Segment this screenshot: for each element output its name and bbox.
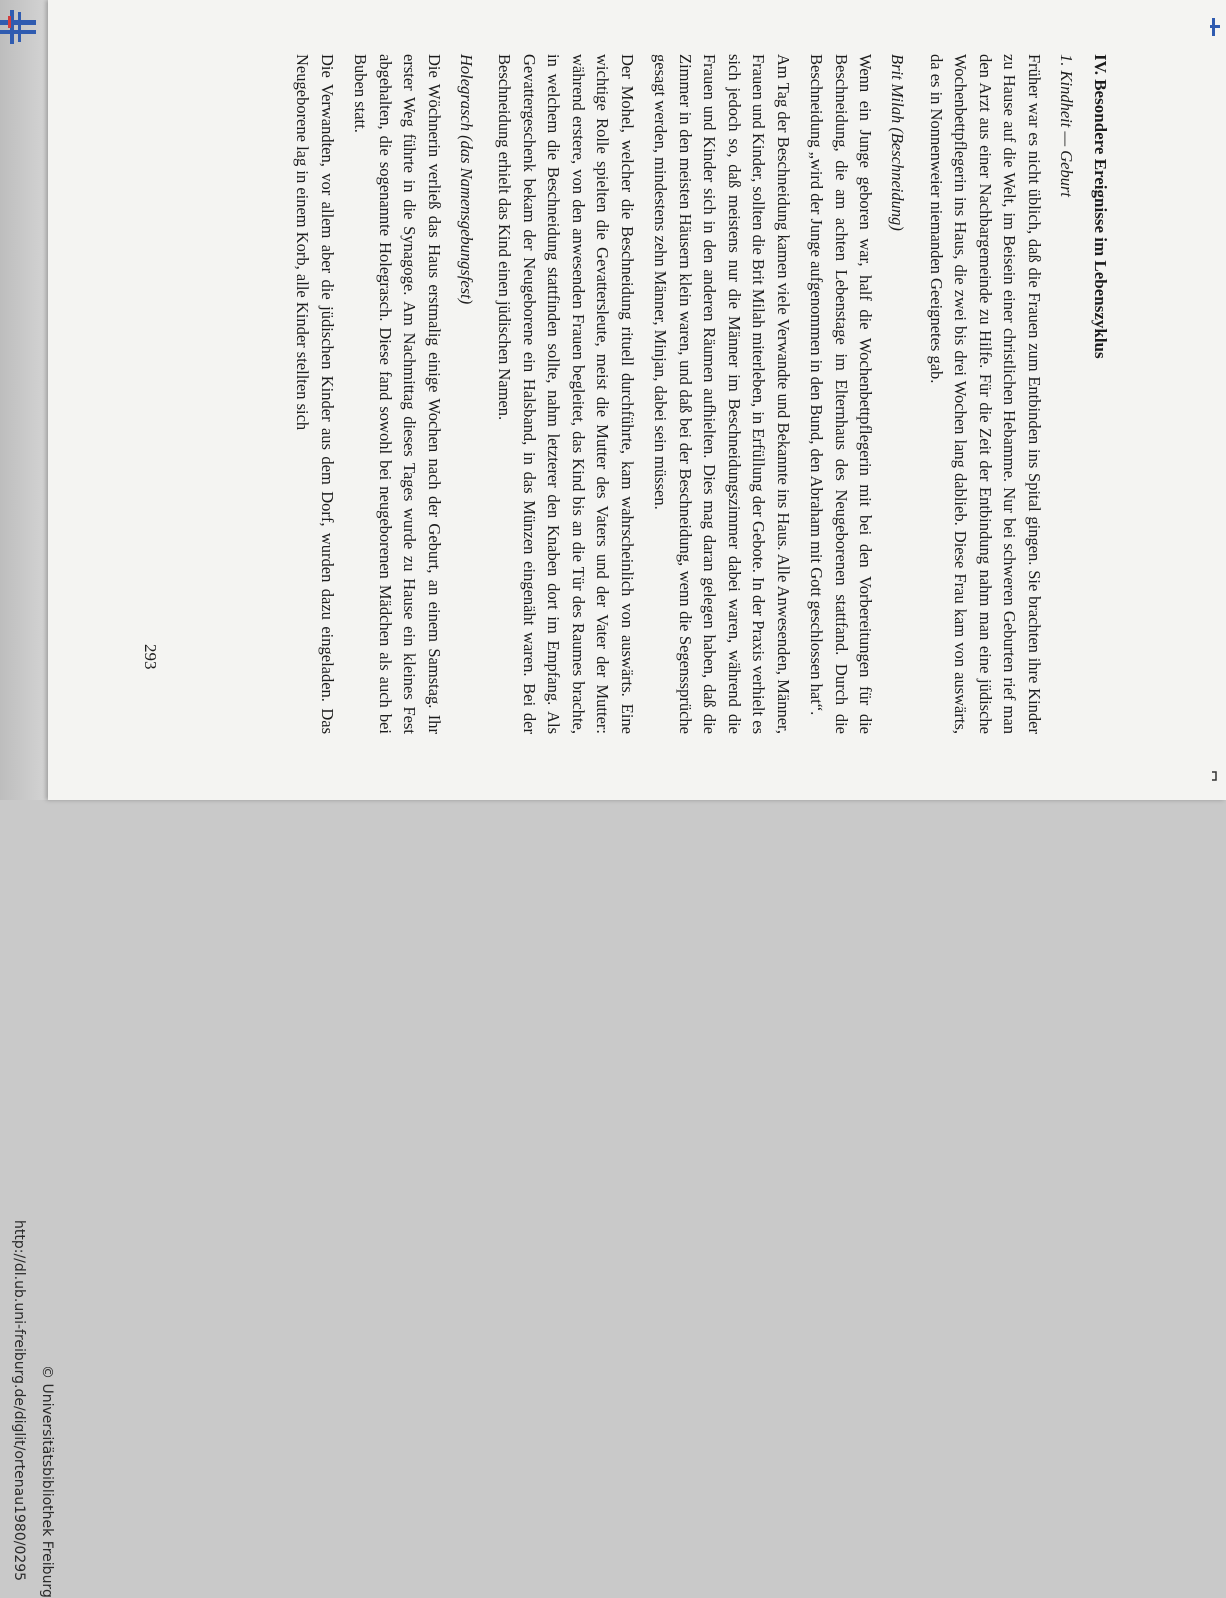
chapter-title: IV. Besondere Ereignisse im Lebenszyklus xyxy=(1091,54,1110,359)
page-content xyxy=(122,54,1112,734)
subsection-brit-milah: Brit Milah (Beschneidung) xyxy=(888,54,908,231)
viewer-side-strip xyxy=(0,0,52,800)
paragraph-relatives: Die Verwandten, vor allem aber die jüdischen Kinder aus dem Dorf, wurden dazu eingeladen. Das Neugeborene lag in einem Korb, alle Kinder stellten sich xyxy=(293,54,337,734)
corner-bracket-icon xyxy=(1210,770,1220,782)
paragraph-circumcision-prep: Wenn ein Junge geboren war, half die Wochenbettpflegerin mit bei den Vorbereitungen für die Beschneidung, die am achten Lebenstage im Elternhaus des Neugeborenen stattfand. Durch die Beschneidung „wird der Junge aufgenommen in den Bund, den Abraham mit Gott geschlossen hat“. xyxy=(807,54,876,734)
page-number: 293 xyxy=(141,644,160,670)
corner-mark-icon xyxy=(1210,18,1220,36)
copyright-notice: © Universitätsbibliothek Freiburg xyxy=(39,1365,55,1598)
paragraph-birth: Früher war es nicht üblich, daß die Frauen zum Entbinden ins Spital gingen. Sie brachten ihre Kinder zu Hause auf die Welt, im Beisein einer christlichen Hebamme. Nur bei schweren Geburten rief man den Arzt aus einer Nachbargemeinde zu Hilfe. Für die Zeit der Entbindung nahm man eine jüdische Wochenbettpflegerin ins Haus, die zwei bis drei Wochen lang dablieb. Diese Frau kam von auswärts, da es in Nonnenweier niemanden Geeignetes gab. xyxy=(927,54,1044,734)
source-url[interactable]: http://dl.ub.uni-freiburg.de/diglit/ortenau1980/0295 xyxy=(11,1220,27,1582)
library-logo-icon xyxy=(0,6,40,46)
subsection-holegrasch: Holegrasch (das Namensgebungsfest) xyxy=(457,54,476,305)
paragraph-mohel: Der Mohel, welcher die Beschneidung rituell durchführte, kam wahrscheinlich von auswärts. Eine wichtige Rolle spielten die Gevattersleute, meist die Mutter des Vaters und der Vater der Mutter: während erstere, von den anwesenden Frauen begleitet, das Kind bis an die Tür des Raumes brachte, in welchem die Beschneidung stattfinden sollte, nahm letzterer den Knaben dort im Empfang. Als Gevattergeschenk bekam der Neugeborene ein Halsband, in das Münzen eingenäht waren. Bei der Beschneidung erhielt das Kind einen jüdischen Namen. xyxy=(495,54,637,734)
section-title: 1. Kindheit — Geburt xyxy=(1057,54,1076,197)
paragraph-circumcision-day: Am Tag der Beschneidung kamen viele Verwandte und Bekannte ins Haus. Alle Anwesenden, Männer, Frauen und Kinder, sollten die Brit Milah miterleben, in Erfüllung der Gebote. In der Praxis verhielt es sich jedoch so, daß meistens nur die Männer im Beschneidungszimmer dabei waren, während die Frauen und Kinder sich in den anderen Räumen aufhielten. Dies mag daran gelegen haben, daß die Zimmer in den meisten Häusern klein waren, und daß bei der Beschneidung, wenn die Segenssprüche gesagt werden, mindestens zehn Männer, Minjan, dabei sein müssen. xyxy=(651,54,793,734)
paragraph-naming-fest: Die Wöchnerin verließ das Haus erstmalig einige Wochen nach der Geburt, an einem Samstag. Ihr erster Weg führte in die Synagoge. Am Nachmittag dieses Tages wurde zu Hause ein kleines Fest abgehalten, die sogenannte Holegrasch. Diese fand sowohl bei neugeborenen Mädchen als auch bei Buben statt. xyxy=(351,54,444,734)
